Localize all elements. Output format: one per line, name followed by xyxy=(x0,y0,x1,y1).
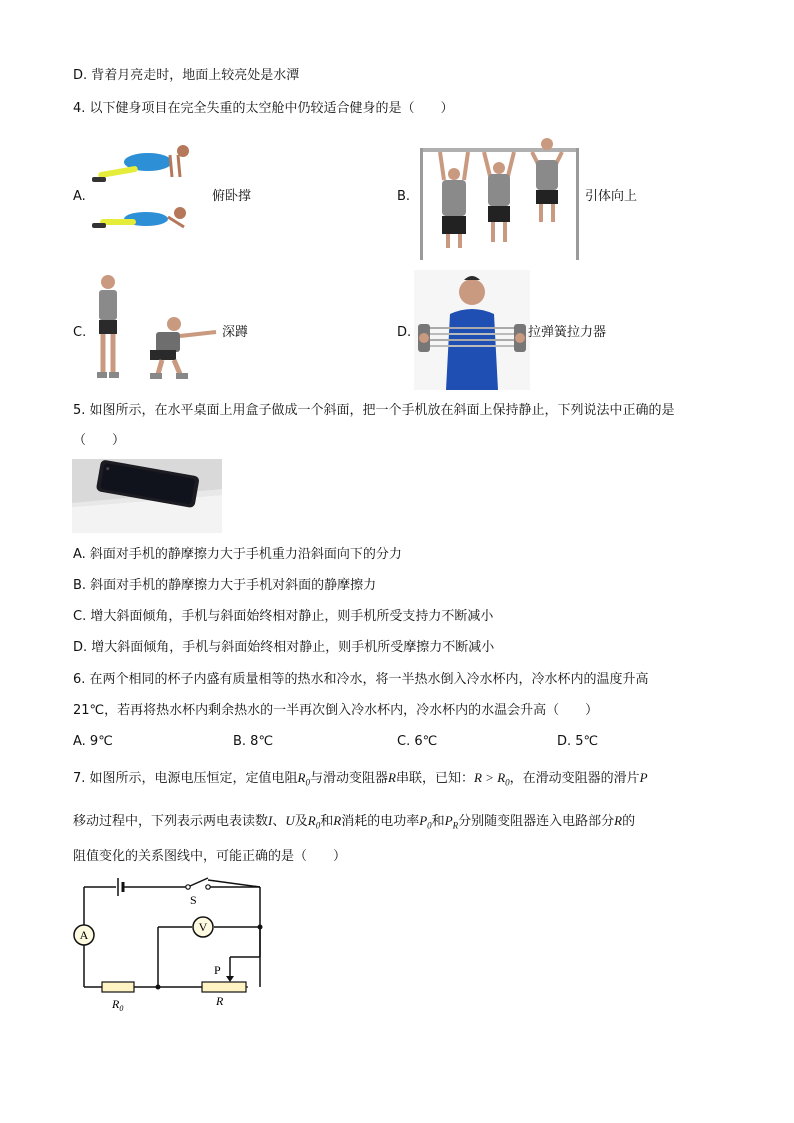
condition-r-gt-r0: $R > R_0$ xyxy=(473,770,510,788)
q4-option-a-letter: A. xyxy=(73,189,86,204)
symbol-r0: $R_0$ xyxy=(297,770,310,788)
symbol-r: R xyxy=(388,770,396,785)
pullup-photo xyxy=(418,130,581,260)
slider-label: P xyxy=(214,963,221,977)
q6-option-d: D. 5℃ xyxy=(557,734,599,749)
rheostat-r xyxy=(202,982,246,992)
q6-option-b: B. 8℃ xyxy=(233,734,274,749)
q6-stem-line1: 6. 在两个相同的杯子内盛有质量相等的热水和冷水，将一半热水倒入冷水杯内，冷水杯内的温度升高 xyxy=(73,672,649,687)
q4-option-d-letter: D. xyxy=(397,325,412,340)
q6-option-c: C. 6℃ xyxy=(397,734,438,749)
q5-option-b: B. 斜面对手机的静摩擦力大于手机对斜面的静摩擦力 xyxy=(73,578,377,593)
q4-option-a-caption: 俯卧撑 xyxy=(212,189,252,204)
resistor-r0 xyxy=(102,982,134,992)
q5-stem-line1: 5. 如图所示，在水平桌面上用盒子做成一个斜面，把一个手机放在斜面上保持静止，下列说法中正确的是 xyxy=(73,403,675,418)
squat-photo xyxy=(88,272,220,384)
circuit-diagram xyxy=(70,872,270,1017)
spring-expander-photo xyxy=(414,270,530,390)
q4-option-c-caption: 深蹲 xyxy=(222,325,249,340)
q3-option-d: D. 背着月亮走时，地面上较亮处是水潭 xyxy=(73,68,300,83)
q4-option-b-letter: B. xyxy=(397,189,411,204)
q5-option-d: D. 增大斜面倾角，手机与斜面始终相对静止，则手机所受摩擦力不断减小 xyxy=(73,640,495,655)
q4-stem: 4. 以下健身项目在完全失重的太空舱中仍较适合健身的是（ ） xyxy=(73,101,454,116)
q4-option-c-letter: C. xyxy=(73,325,87,340)
voltmeter-label: V xyxy=(198,920,208,934)
q7-stem-line3: 阻值变化的关系图线中，可能正确的是（ ） xyxy=(73,849,347,864)
q7-stem-line1: 7. 如图所示，电源电压恒定，定值电阻$R_0$与滑动变阻器R串联，已知：$R > R_0$，在滑动变阻器的滑片P xyxy=(73,770,648,788)
slider-arrow xyxy=(226,976,234,982)
r-label: R xyxy=(216,994,224,1008)
q5-option-c: C. 增大斜面倾角，手机与斜面始终相对静止，则手机所受支持力不断减小 xyxy=(73,609,494,624)
q5-stem-line2: （ ） xyxy=(73,433,126,448)
q4-option-d-caption: 拉弹簧拉力器 xyxy=(528,325,607,340)
ammeter-label: A xyxy=(79,928,89,942)
q7-stem-line2: 移动过程中，下列表示两电表读数I、U及$R_0$和R消耗的电功率$P_0$和$P_R$分别随变阻器连入电路部分R的 xyxy=(73,813,636,831)
switch-label: S xyxy=(190,893,197,907)
pushup-photo xyxy=(88,135,218,235)
q6-option-a: A. 9℃ xyxy=(73,734,113,749)
q4-option-b-caption: 引体向上 xyxy=(585,189,638,204)
r0-label: $R_0$ xyxy=(112,997,124,1013)
phone-on-slope-photo xyxy=(72,459,222,533)
symbol-p: P xyxy=(639,770,648,785)
q5-option-a: A. 斜面对手机的静摩擦力大于手机重力沿斜面向下的分力 xyxy=(73,547,402,562)
q6-stem-line2: 21℃，若再将热水杯内剩余热水的一半再次倒入冷水杯内，冷水杯内的水温会升高（ ） xyxy=(73,703,599,718)
